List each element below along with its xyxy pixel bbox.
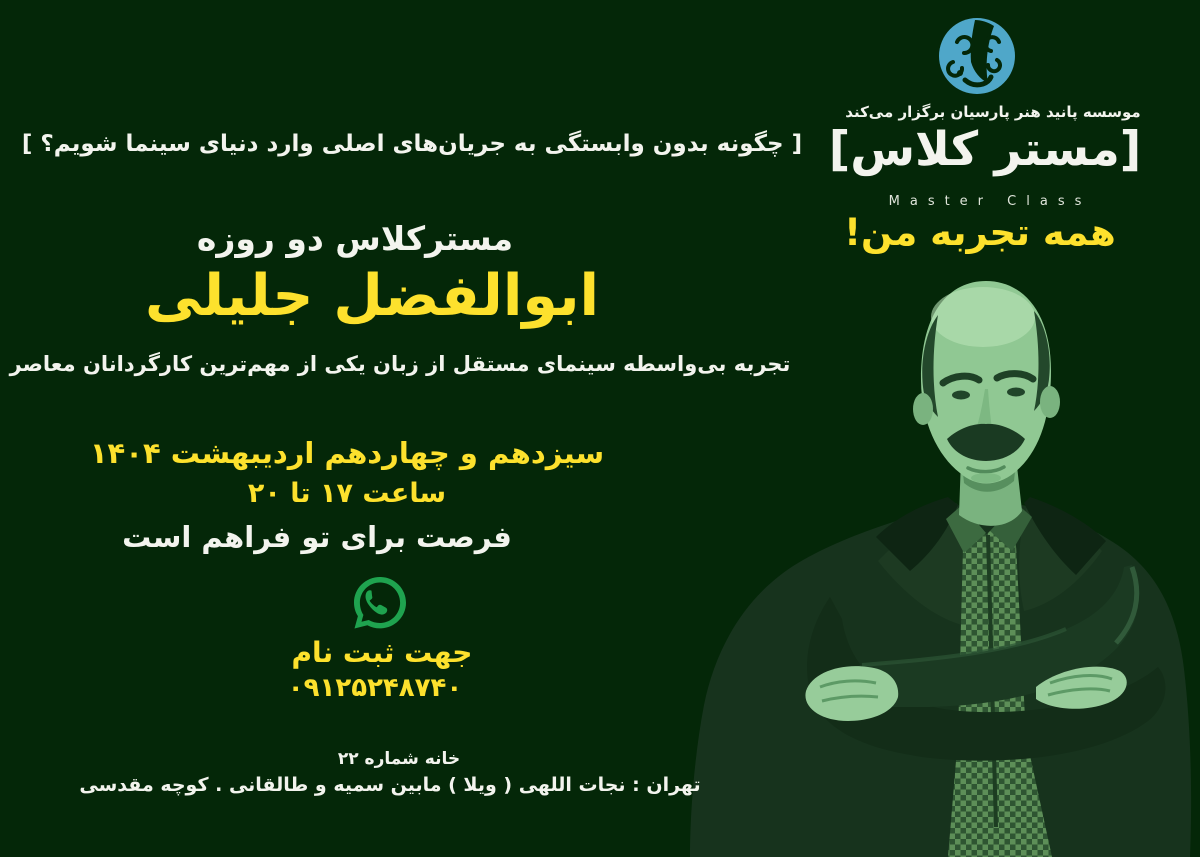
headline-question: [ چگونه بدون وابستگی به جریان‌های اصلی وارد دنیای سینما شویم؟ ]	[21, 131, 803, 157]
whatsapp-icon	[348, 572, 412, 636]
brand-title-fa: [مستر کلاس]	[828, 122, 1142, 177]
panid-art-institute-logo	[935, 14, 1019, 98]
venue-line2: تهران : نجات اللهی ( ویلا ) مابین سمیه و طالقانی . کوچه مقدسی	[79, 774, 701, 796]
event-description: تجربه بی‌واسطه سینمای مستقل از زبان یکی از مهم‌ترین کارگردانان معاصر	[9, 352, 791, 376]
event-hours: ساعت ۱۷ تا ۲۰	[247, 478, 447, 509]
brand-title-en: Master Class	[888, 194, 1092, 209]
event-slogan: فرصت برای تو فراهم است	[122, 520, 512, 554]
event-kind: مسترکلاس دو روزه	[196, 219, 514, 258]
instructor-name: ابوالفضل جلیلی	[144, 263, 600, 329]
registration-phone: ۰۹۱۲۵۲۴۸۷۴۰	[287, 673, 463, 703]
organizer-line: موسسه پانید هنر پارسیان برگزار می‌کند	[845, 103, 1141, 121]
registration-label: جهت ثبت نام	[291, 636, 473, 669]
event-dates: سیزدهم و چهاردهم اردیبهشت ۱۴۰۴	[89, 436, 605, 470]
venue-line1: خانه شماره ۲۲	[337, 749, 461, 769]
brand-tagline: همه تجربه من!	[844, 211, 1116, 254]
